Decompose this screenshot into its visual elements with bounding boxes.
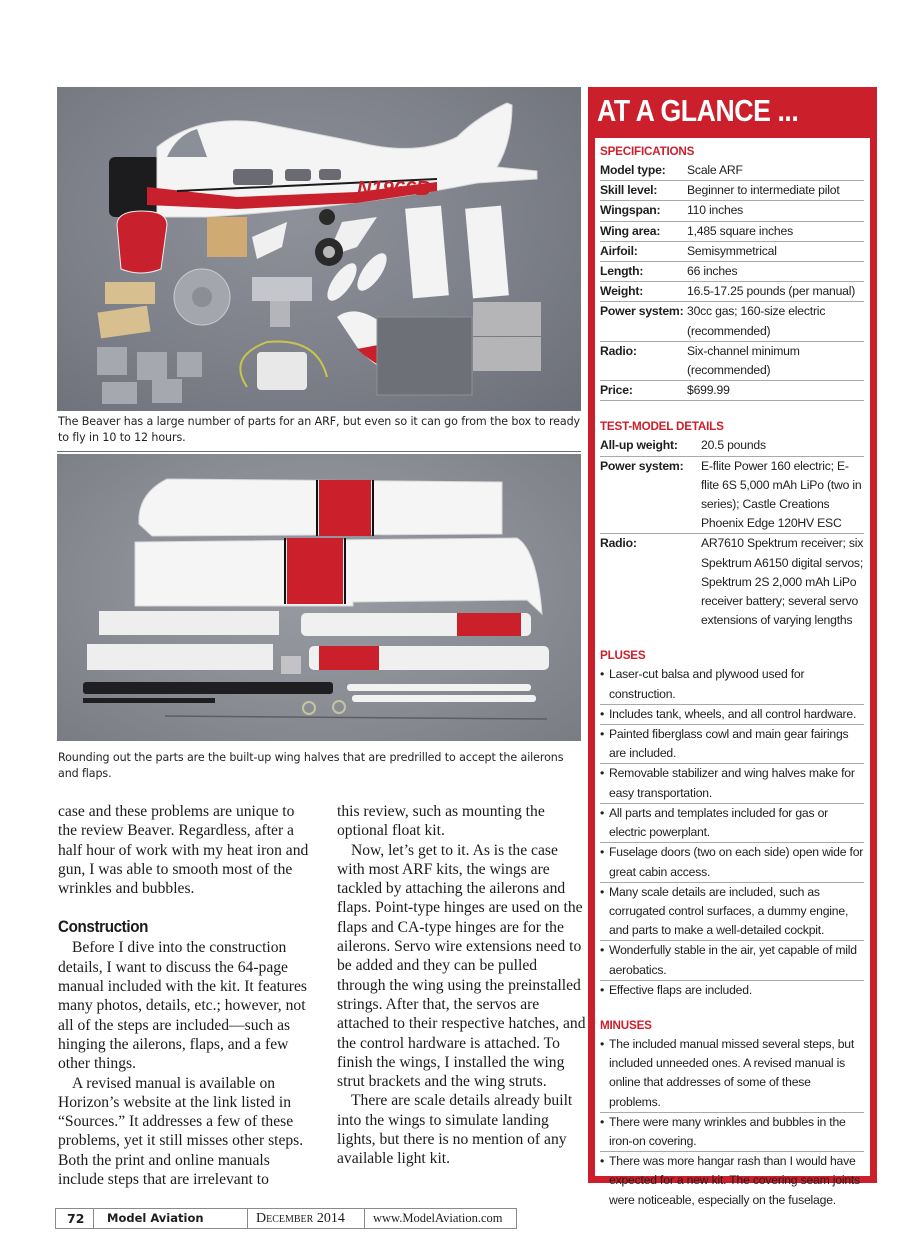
pluses-section [600,648,864,999]
hardware-bag [137,352,167,380]
spec-row [600,262,864,282]
minus-item: • There was more hangar rash than I would have expected for a new kit. The covering seam joints were noticeable, especially on the fuselage. [600,1152,864,1210]
kit-parts-illustration [57,87,581,411]
plus-item: • Laser-cut balsa and plywood used for construction. [600,665,864,704]
plus-item: • Includes tank, wheels, and all control hardware. [600,705,864,725]
article-paragraph: this review, such as mounting the optional float kit. [337,803,545,840]
cabin-window [233,169,273,185]
spec-row [600,242,864,262]
wheel [319,209,335,225]
stabilizer-half [465,206,509,299]
minuses-section [600,1018,864,1210]
pluses-heading: PLUSES [600,648,646,663]
spec-row [600,534,864,630]
wing-center-stripe [319,480,371,536]
wing-center-stripe [287,538,343,604]
page-footer [55,1208,517,1229]
pushrod [165,716,547,719]
spec-value: E-flite Power 160 electric; E-flite 6S 5,000 mAh LiPo (two in series); Castle Creations Phoenix Edge 120HV ESC [701,458,862,531]
spec-value: 1,485 square inches [687,223,793,238]
spec-value: 16.5-17.25 pounds (per manual) [687,284,856,299]
wing-strut [352,695,536,702]
photo1-caption: The Beaver has a large number of parts for an ARF, but even so it can go from the box to ready to fly in 10 to 12 hours. [58,415,580,444]
spec-value: 110 inches [687,203,744,218]
gear-fairing [252,222,287,259]
hardware-bag [102,382,137,404]
hardware-bag [281,656,301,674]
magazine-name: Model Aviation [94,1209,248,1228]
spec-value: Scale ARF [687,163,743,177]
hardware-bag [97,347,127,375]
specifications-heading: SPECIFICATIONS [600,144,695,158]
spec-label: Price: [600,383,633,398]
test-model-section [600,419,864,630]
instruction-manual [377,317,472,395]
fuel-box [207,217,247,257]
foam-packing [473,337,541,371]
spec-row [600,181,864,201]
article-paragraph: There are scale details already built into the wings to simulate landing lights, but there is no mention of any available light kit. [337,1092,573,1168]
cabin-window [285,169,311,181]
wing-tube [83,682,333,694]
spec-label: Skill level: [600,183,658,198]
kit-parts-photo [57,87,581,411]
spec-value: $699.99 [687,383,730,398]
registration-marking: N1966B [357,178,431,200]
spec-row [600,342,864,381]
spec-row [600,381,864,401]
issue-date: December 2014 [248,1209,365,1228]
spec-label: Model type: [600,163,666,177]
spec-value: AR7610 Spektrum receiver; six Spektrum A6150 digital servos; Spektrum 2S 2,000 mAh LiPo receiver battery; several servo extensions of varying lengths [701,536,864,628]
hardware-bag [177,352,202,377]
test-model-heading: TEST-MODEL DETAILS [600,419,724,434]
spec-label: Airfoil: [600,243,638,258]
cowl [117,211,167,273]
website-link[interactable]: www.ModelAviation.com [373,1211,503,1225]
ply-plate [105,282,155,304]
stabilizer-half [405,206,449,299]
spec-label: Power system: [600,458,684,473]
hardware-bag [152,379,182,403]
spec-value: Six-channel minimum (recommended) [687,343,800,378]
ply-plate [97,306,150,339]
spec-label: Radio: [600,536,637,551]
spec-row [600,222,864,242]
engine-block [109,157,161,217]
article-paragraph: Now, let’s get to it. As is the case with most ARF kits, the wings are tackled by attaching the ailerons and flaps. Point-type hinges are used on the flaps and CA-type hinges are for the ailerons. Servo wire extensions need to be added and they can be pulled through the wing using the preinstalled strings. After that, the servos are attached to their respective hatches, and the control hardware is attached. To finish the wings, I installed the wing strut brackets and the wing struts. [337,841,586,1091]
spec-label: Length: [600,264,644,279]
spec-label: Weight: [600,284,644,299]
spec-label: Wing area: [600,223,661,238]
flap [87,644,273,670]
sidebar-content [595,138,870,1207]
minus-item: • The included manual missed several steps, but included unneeded ones. A revised manual is online that addresses of some of these problems. [600,1035,864,1113]
spec-value: 30cc gas; 160-size electric (recommended) [687,304,826,338]
spec-row [600,282,864,302]
minus-item: • There were many wrinkles and bubbles in the iron-on covering. [600,1113,864,1152]
page-number: 72 [56,1209,94,1228]
sidebar-title: AT A GLANCE ... [597,93,799,128]
spec-value: Beginner to intermediate pilot [687,183,840,198]
wing-parts-illustration [57,454,581,741]
spec-row [600,436,864,456]
spec-value: 66 inches [687,264,738,279]
section-heading: Construction [58,918,149,937]
wing-parts-photo [57,454,581,741]
specifications-section [600,144,864,401]
foam-packing [473,302,541,336]
spec-value: Semisymmetrical [687,243,777,258]
minuses-heading: MINUSES [600,1017,652,1032]
spec-row [600,302,864,341]
spec-label: Radio: [600,343,637,358]
spec-label: Power system: [600,304,684,319]
flap [99,611,279,635]
plus-item: • Effective flaps are included. [600,981,864,1000]
wing-tube [83,698,215,703]
plus-item: • Wonderfully stable in the air, yet capable of mild aerobatics. [600,941,864,980]
article-paragraph: case and these problems are unique to the review Beaver. Regardless, after a half hour of work with my heat iron and gun, I was able to smooth most of the wrinkles and bubbles. [58,803,309,898]
photo2-caption: Rounding out the parts are the built-up wing halves that are predrilled to accept the ailerons and flaps. [58,751,564,780]
article-paragraph: A revised manual is available on Horizon’s website at the link listed in “Sources.” It addresses a few of these problems, yet it still misses other steps. Both the print and online manuals include steps that are irrelevant to [58,1074,304,1189]
spec-row [600,161,864,181]
plus-item: • Fuselage doors (two on each side) open wide for great cabin access. [600,843,864,882]
article-paragraph: Before I dive into the construction details, I want to discuss the 64-page manual included with the kit. It features many photos, details, etc.; however, not all of the steps are included—such as hinging the ailerons, flaps, and a few other things. [58,939,307,1073]
at-a-glance-sidebar [588,87,877,1207]
instrument-panel [252,277,312,301]
wing-strut [347,684,531,691]
spec-label: All-up weight: [600,438,678,453]
cabin-window [319,169,341,180]
plus-item: • All parts and templates included for gas or electric powerplant. [600,804,864,843]
plus-item: • Removable stabilizer and wing halves make for easy transportation. [600,764,864,803]
spec-row [600,457,864,535]
fuel-tank [257,352,307,390]
article-column-1 [58,802,310,1189]
spec-label: Wingspan: [600,203,661,218]
strut-fairing [352,249,392,295]
spec-row [600,201,864,221]
plus-item: • Many scale details are included, such as corrugated control surfaces, a dummy engine, and parts to make a well-detailed cockpit. [600,883,864,942]
article-column-2 [337,802,589,1169]
spec-value: 20.5 pounds [701,438,766,453]
plus-item: • Painted fiberglass cowl and main gear fairings are included. [600,725,864,764]
caption-divider [57,451,581,452]
